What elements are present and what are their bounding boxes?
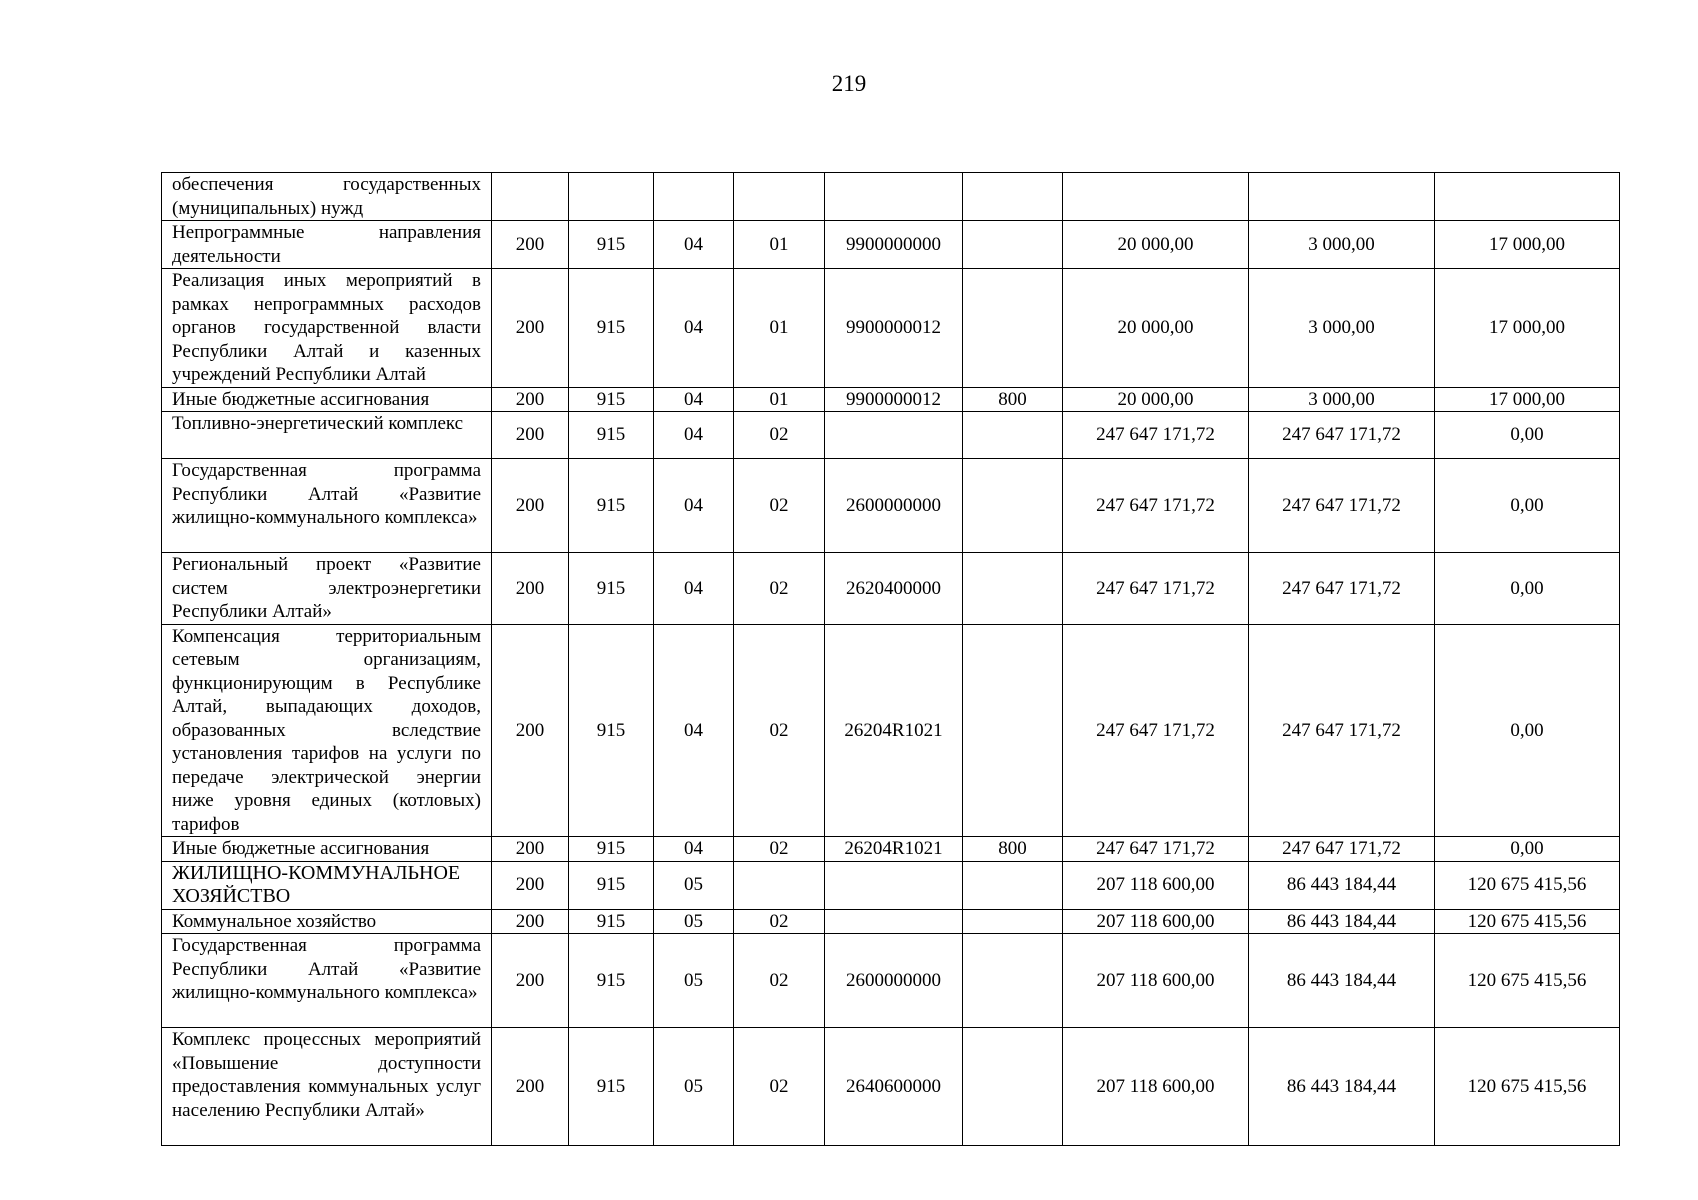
cell-code-1: 200 — [492, 934, 569, 1028]
table-row — [162, 269, 1620, 388]
cell-value-3: 120 675 415,56 — [1435, 861, 1620, 909]
cell-code-1: 200 — [492, 269, 569, 388]
cell-code-1: 200 — [492, 624, 569, 837]
table-row — [162, 553, 1620, 625]
cell-code-3: 05 — [654, 934, 734, 1028]
cell-code-4: 01 — [734, 269, 825, 388]
cell-code-1: 200 — [492, 387, 569, 412]
cell-code-6: 800 — [963, 387, 1063, 412]
row-name: Реализация иных мероприятий в рамках непрограммных расходов органов государственной власти Республики Алтай и казенных учреждений Республики Алтай — [162, 269, 492, 388]
cell-value-3: 17 000,00 — [1435, 269, 1620, 388]
cell-code-3: 04 — [654, 387, 734, 412]
cell-value-2: 247 647 171,72 — [1249, 459, 1435, 553]
cell-code-1: 200 — [492, 861, 569, 909]
cell-code-1: 200 — [492, 221, 569, 269]
cell-code-3: 04 — [654, 553, 734, 625]
cell-code-1: 200 — [492, 412, 569, 459]
cell-code-6 — [963, 221, 1063, 269]
cell-code-4: 02 — [734, 553, 825, 625]
cell-value-3: 17 000,00 — [1435, 221, 1620, 269]
row-name: Государственная программа Республики Алтай «Развитие жилищно-коммунального комплекса» — [162, 459, 492, 553]
cell-code-5 — [825, 909, 963, 934]
cell-value-2: 247 647 171,72 — [1249, 553, 1435, 625]
cell-value-1: 207 118 600,00 — [1063, 861, 1249, 909]
cell-code-5: 26204R1021 — [825, 837, 963, 862]
cell-value-2: 3 000,00 — [1249, 221, 1435, 269]
cell-value-1: 207 118 600,00 — [1063, 909, 1249, 934]
cell-value-1: 20 000,00 — [1063, 387, 1249, 412]
cell-value-1: 207 118 600,00 — [1063, 934, 1249, 1028]
cell-code-4: 02 — [734, 909, 825, 934]
cell-value-3: 0,00 — [1435, 459, 1620, 553]
cell-code-2: 915 — [569, 387, 654, 412]
cell-value-2: 86 443 184,44 — [1249, 861, 1435, 909]
cell-value-3: 0,00 — [1435, 837, 1620, 862]
cell-code-4: 02 — [734, 412, 825, 459]
cell-code-2 — [569, 173, 654, 221]
cell-code-2: 915 — [569, 861, 654, 909]
cell-code-4: 02 — [734, 1028, 825, 1146]
row-name: Региональный проект «Развитие систем электроэнергетики Республики Алтай» — [162, 553, 492, 625]
row-name: Комплекс процессных мероприятий «Повышение доступности предоставления коммунальных услуг населению Республики Алтай» — [162, 1028, 492, 1146]
row-name: Государственная программа Республики Алтай «Развитие жилищно-коммунального комплекса» — [162, 934, 492, 1028]
table-row — [162, 173, 1620, 221]
cell-value-2: 86 443 184,44 — [1249, 1028, 1435, 1146]
cell-code-6 — [963, 861, 1063, 909]
cell-code-2: 915 — [569, 624, 654, 837]
cell-value-2: 3 000,00 — [1249, 387, 1435, 412]
cell-code-3 — [654, 173, 734, 221]
table-row — [162, 459, 1620, 553]
row-name: Непрограммные направления деятельности — [162, 221, 492, 269]
cell-value-3: 120 675 415,56 — [1435, 934, 1620, 1028]
cell-code-4: 02 — [734, 459, 825, 553]
cell-code-5: 26204R1021 — [825, 624, 963, 837]
cell-code-6 — [963, 909, 1063, 934]
row-name: Коммунальное хозяйство — [162, 909, 492, 934]
table-row — [162, 412, 1620, 459]
cell-code-2: 915 — [569, 459, 654, 553]
cell-code-2: 915 — [569, 221, 654, 269]
cell-code-5 — [825, 173, 963, 221]
cell-code-2: 915 — [569, 934, 654, 1028]
cell-code-4: 02 — [734, 837, 825, 862]
cell-value-2: 247 647 171,72 — [1249, 624, 1435, 837]
cell-code-4: 01 — [734, 387, 825, 412]
cell-code-2: 915 — [569, 269, 654, 388]
cell-code-3: 04 — [654, 837, 734, 862]
cell-code-5: 2640600000 — [825, 1028, 963, 1146]
cell-code-6 — [963, 173, 1063, 221]
cell-code-2: 915 — [569, 412, 654, 459]
table-row — [162, 934, 1620, 1028]
cell-code-5: 2600000000 — [825, 934, 963, 1028]
cell-value-3: 0,00 — [1435, 412, 1620, 459]
table-row — [162, 861, 1620, 909]
cell-code-2: 915 — [569, 837, 654, 862]
cell-value-1: 247 647 171,72 — [1063, 837, 1249, 862]
table-row — [162, 909, 1620, 934]
cell-code-3: 04 — [654, 624, 734, 837]
cell-value-1: 207 118 600,00 — [1063, 1028, 1249, 1146]
cell-code-1: 200 — [492, 553, 569, 625]
cell-code-5 — [825, 412, 963, 459]
cell-code-4: 02 — [734, 934, 825, 1028]
table-row — [162, 221, 1620, 269]
cell-code-3: 04 — [654, 269, 734, 388]
cell-code-1: 200 — [492, 1028, 569, 1146]
cell-code-5 — [825, 861, 963, 909]
budget-table — [161, 172, 1620, 1146]
cell-code-3: 04 — [654, 459, 734, 553]
cell-value-1: 20 000,00 — [1063, 269, 1249, 388]
cell-code-3: 04 — [654, 412, 734, 459]
cell-code-3: 05 — [654, 861, 734, 909]
cell-code-3: 04 — [654, 221, 734, 269]
cell-code-1 — [492, 173, 569, 221]
cell-value-1: 20 000,00 — [1063, 221, 1249, 269]
cell-code-4: 01 — [734, 221, 825, 269]
cell-value-2: 86 443 184,44 — [1249, 909, 1435, 934]
table-row — [162, 624, 1620, 837]
cell-code-6 — [963, 269, 1063, 388]
cell-code-5: 9900000000 — [825, 221, 963, 269]
cell-value-1: 247 647 171,72 — [1063, 412, 1249, 459]
cell-value-3: 0,00 — [1435, 624, 1620, 837]
cell-value-3: 120 675 415,56 — [1435, 909, 1620, 934]
cell-code-6 — [963, 412, 1063, 459]
row-name: Топливно-энергетический комплекс — [162, 412, 492, 459]
cell-value-1: 247 647 171,72 — [1063, 459, 1249, 553]
cell-value-1: 247 647 171,72 — [1063, 553, 1249, 625]
cell-value-2: 86 443 184,44 — [1249, 934, 1435, 1028]
cell-value-2: 247 647 171,72 — [1249, 412, 1435, 459]
cell-value-2: 247 647 171,72 — [1249, 837, 1435, 862]
cell-code-6 — [963, 624, 1063, 837]
cell-value-2: 3 000,00 — [1249, 269, 1435, 388]
cell-value-3: 120 675 415,56 — [1435, 1028, 1620, 1146]
table-row — [162, 1028, 1620, 1146]
cell-code-5: 9900000012 — [825, 269, 963, 388]
cell-code-6: 800 — [963, 837, 1063, 862]
cell-value-1: 247 647 171,72 — [1063, 624, 1249, 837]
cell-code-6 — [963, 459, 1063, 553]
cell-code-1: 200 — [492, 459, 569, 553]
table-row — [162, 837, 1620, 862]
cell-code-1: 200 — [492, 837, 569, 862]
row-name: Иные бюджетные ассигнования — [162, 387, 492, 412]
cell-code-3: 05 — [654, 1028, 734, 1146]
cell-code-1: 200 — [492, 909, 569, 934]
cell-code-5: 2600000000 — [825, 459, 963, 553]
cell-value-3: 0,00 — [1435, 553, 1620, 625]
row-name: обеспечения государственных (муниципальных) нужд — [162, 173, 492, 221]
cell-value-2 — [1249, 173, 1435, 221]
cell-code-4 — [734, 173, 825, 221]
page-number: 219 — [831, 71, 867, 96]
cell-code-6 — [963, 1028, 1063, 1146]
cell-code-5: 2620400000 — [825, 553, 963, 625]
cell-value-3 — [1435, 173, 1620, 221]
cell-code-2: 915 — [569, 553, 654, 625]
table-row — [162, 387, 1620, 412]
cell-value-3: 17 000,00 — [1435, 387, 1620, 412]
cell-code-4: 02 — [734, 624, 825, 837]
cell-value-1 — [1063, 173, 1249, 221]
cell-code-4 — [734, 861, 825, 909]
cell-code-2: 915 — [569, 909, 654, 934]
row-name: Компенсация территориальным сетевым организациям, функционирующим в Республике Алтай, выпадающих доходов, образованных вследствие установления тарифов на услуги по передаче электрической энергии ниже уровня единых (котловых) тарифов — [162, 624, 492, 837]
cell-code-2: 915 — [569, 1028, 654, 1146]
cell-code-6 — [963, 934, 1063, 1028]
cell-code-6 — [963, 553, 1063, 625]
cell-code-3: 05 — [654, 909, 734, 934]
row-name: Иные бюджетные ассигнования — [162, 837, 492, 862]
row-name: ЖИЛИЩНО-КОММУНАЛЬНОЕ ХОЗЯЙСТВО — [162, 861, 492, 909]
cell-code-5: 9900000012 — [825, 387, 963, 412]
